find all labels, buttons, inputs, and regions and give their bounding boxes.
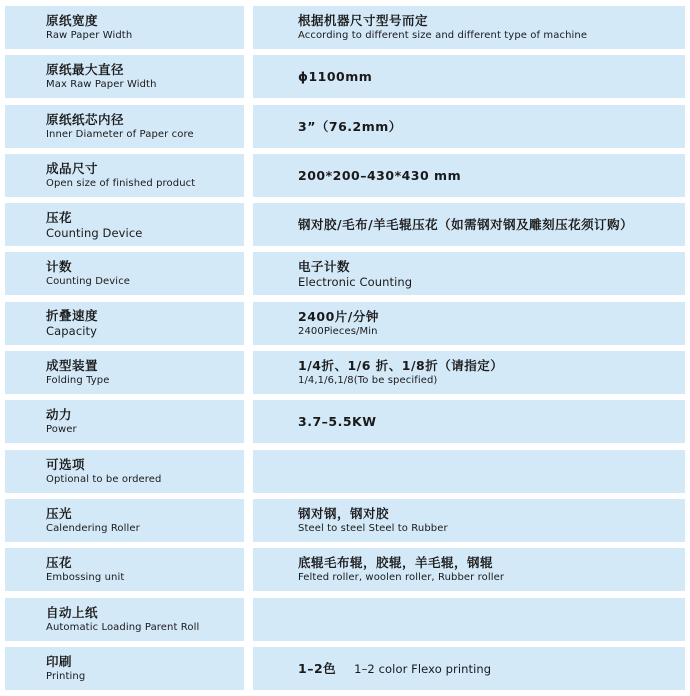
- value-en: 2400Pieces/Min: [298, 325, 378, 337]
- spec-value-cell: [253, 499, 685, 542]
- value-zh: ɸ1100mm: [298, 69, 373, 85]
- label-zh: 折叠速度: [46, 308, 99, 324]
- value-zh: 根据机器尺寸型号而定: [298, 13, 429, 28]
- spec-table: [5, 6, 685, 696]
- label-zh: 可选项: [46, 456, 86, 472]
- value-zh: 200*200–430*430 mm: [298, 167, 462, 183]
- label-en: Raw Paper Width: [46, 30, 133, 41]
- label-zh: 成品尺寸: [46, 160, 99, 176]
- label-zh: 压光: [46, 505, 73, 521]
- spec-value-cell: [253, 55, 685, 98]
- label-en: Power: [46, 424, 77, 436]
- spec-row: [5, 105, 685, 148]
- spec-value-cell: [253, 6, 685, 49]
- label-en: Printing: [46, 670, 86, 682]
- spec-label-cell: [5, 55, 244, 98]
- value-en: 1–2 color Flexo printing: [354, 661, 492, 676]
- label-en: Optional to be ordered: [46, 473, 162, 485]
- label-en: Folding Type: [46, 375, 110, 387]
- spec-row: [5, 450, 685, 493]
- value-en: 1/4,1/6,1/8(To be specified): [298, 375, 438, 387]
- spec-row: [5, 351, 685, 394]
- value-inline: [298, 661, 685, 676]
- spec-row: [5, 499, 685, 542]
- value-zh: 1/4折、1/6 折、1/8折（请指定）: [298, 358, 504, 374]
- value-zh: 电子计数: [298, 258, 351, 274]
- spec-value-cell: [253, 252, 685, 295]
- spec-row: [5, 598, 685, 641]
- label-zh: 压花: [46, 555, 73, 571]
- label-zh: 自动上纸: [46, 604, 99, 620]
- spec-label-cell: [5, 203, 244, 246]
- label-zh: 压花: [46, 209, 73, 225]
- label-en: Automatic Loading Parent Roll: [46, 621, 200, 633]
- spec-label-cell: [5, 499, 244, 542]
- spec-label-cell: [5, 302, 244, 345]
- spec-value-cell: [253, 351, 685, 394]
- spec-row: [5, 647, 685, 690]
- label-en: Open size of finished product: [46, 177, 196, 189]
- label-zh: 成型装置: [46, 358, 99, 374]
- label-zh: 原纸纸芯内径: [46, 111, 125, 127]
- spec-value-cell: [253, 647, 685, 690]
- value-en: According to different size and different type of machine: [298, 30, 588, 41]
- label-en: Capacity: [46, 324, 98, 339]
- spec-label-cell: [5, 105, 244, 148]
- spec-label-cell: [5, 548, 244, 591]
- value-zh: 2400片/分钟: [298, 308, 379, 324]
- spec-value-cell: [253, 105, 685, 148]
- spec-label-cell: [5, 400, 244, 443]
- spec-row: [5, 6, 685, 49]
- value-zh: 3”（76.2mm）: [298, 118, 402, 134]
- spec-value-cell: [253, 548, 685, 591]
- label-zh: 动力: [46, 407, 73, 423]
- label-en: Counting Device: [46, 225, 143, 240]
- value-zh: 钢对钢，钢对胶: [298, 505, 390, 521]
- value-en: Felted roller, woolen roller, Rubber roller: [298, 572, 505, 584]
- spec-label-cell: [5, 450, 244, 493]
- spec-label-cell: [5, 252, 244, 295]
- value-zh: 底辊毛布辊，胶辊，羊毛辊，钢辊: [298, 555, 494, 571]
- spec-label-cell: [5, 647, 244, 690]
- spec-row: [5, 252, 685, 295]
- spec-row: [5, 302, 685, 345]
- spec-label-cell: [5, 154, 244, 197]
- spec-label-cell: [5, 6, 244, 49]
- spec-row: [5, 400, 685, 443]
- spec-value-cell: [253, 302, 685, 345]
- value-zh: 3.7–5.5KW: [298, 414, 377, 430]
- label-zh: 原纸最大直径: [46, 62, 125, 78]
- label-en: Calendering Roller: [46, 522, 140, 534]
- spec-value-cell: [253, 203, 685, 246]
- spec-row: [5, 55, 685, 98]
- spec-value-cell: [253, 450, 685, 493]
- label-zh: 计数: [46, 259, 73, 275]
- label-en: Embossing unit: [46, 572, 125, 584]
- value-zh: 钢对胶/毛布/羊毛辊压花（如需钢对钢及雕刻压花须订购）: [298, 217, 634, 233]
- spec-row: [5, 548, 685, 591]
- label-en: Counting Device: [46, 276, 131, 288]
- value-en: Electronic Counting: [298, 274, 413, 289]
- label-en: Max Raw Paper Width: [46, 79, 157, 91]
- spec-value-cell: [253, 400, 685, 443]
- label-zh: 印刷: [46, 653, 73, 669]
- spec-row: [5, 203, 685, 246]
- label-en: Inner Diameter of Paper core: [46, 128, 194, 140]
- spec-label-cell: [5, 598, 244, 641]
- spec-value-cell: [253, 598, 685, 641]
- value-en: Steel to steel Steel to Rubber: [298, 522, 448, 534]
- spec-label-cell: [5, 351, 244, 394]
- value-zh: 1–2色: [298, 660, 337, 676]
- spec-row: [5, 154, 685, 197]
- label-zh: 原纸宽度: [46, 13, 99, 28]
- spec-value-cell: [253, 154, 685, 197]
